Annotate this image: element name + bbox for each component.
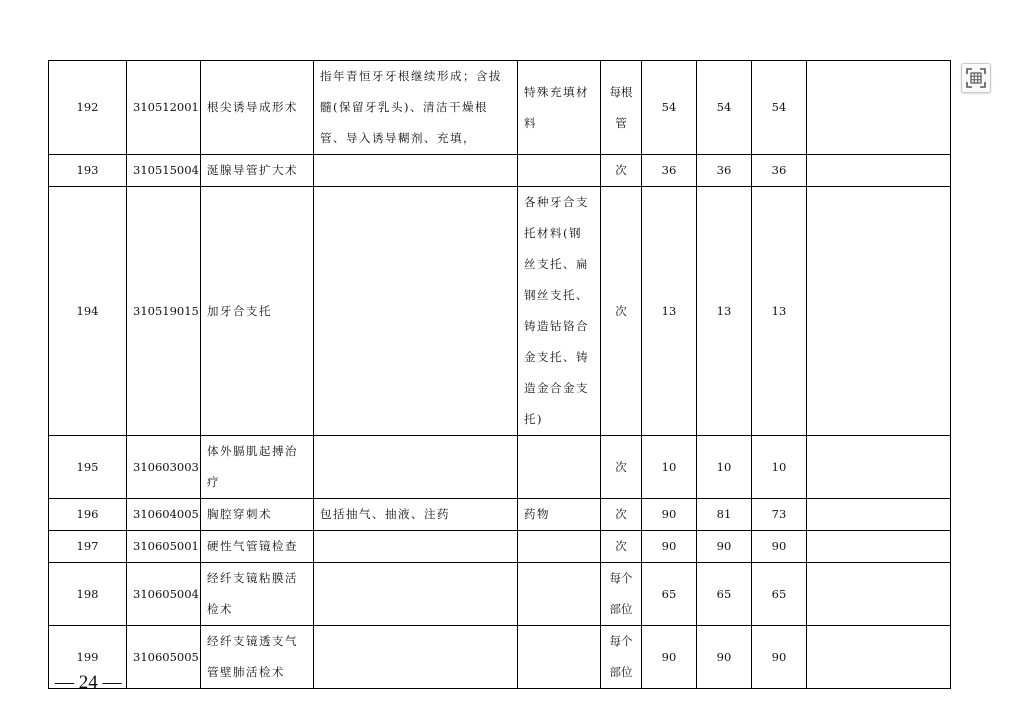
excluded-material (518, 436, 601, 499)
item-content (314, 563, 518, 626)
excluded-material (518, 531, 601, 563)
note (807, 531, 951, 563)
price-tier-3: 36 (752, 155, 807, 187)
note (807, 499, 951, 531)
price-tier-3: 10 (752, 436, 807, 499)
price-tier-3: 54 (752, 61, 807, 155)
pricing-unit: 次 (601, 436, 642, 499)
item-code: 310604005 (127, 499, 201, 531)
fee-table-body (49, 61, 951, 689)
table-row (49, 626, 951, 689)
item-code: 310515004 (127, 155, 201, 187)
table-row (49, 563, 951, 626)
price-tier-3: 65 (752, 563, 807, 626)
item-name: 经纤支镜透支气管壁肺活检术 (201, 626, 314, 689)
price-tier-3: 13 (752, 187, 807, 436)
pricing-unit: 每个部位 (601, 563, 642, 626)
price-tier-2: 54 (697, 61, 752, 155)
item-name: 胸腔穿刺术 (201, 499, 314, 531)
item-content (314, 626, 518, 689)
item-content (314, 155, 518, 187)
item-name: 加牙合支托 (201, 187, 314, 436)
note (807, 61, 951, 155)
table-row (49, 61, 951, 155)
item-code: 310603003 (127, 436, 201, 499)
price-tier-2: 10 (697, 436, 752, 499)
price-tier-1: 65 (642, 563, 697, 626)
price-tier-1: 54 (642, 61, 697, 155)
excluded-material (518, 155, 601, 187)
price-tier-2: 90 (697, 531, 752, 563)
note (807, 563, 951, 626)
pricing-unit: 次 (601, 155, 642, 187)
excluded-material (518, 626, 601, 689)
item-name: 经纤支镜粘膜活检术 (201, 563, 314, 626)
item-code: 310605004 (127, 563, 201, 626)
item-name: 体外膈肌起搏治疗 (201, 436, 314, 499)
note (807, 626, 951, 689)
row-number: 196 (49, 499, 127, 531)
price-tier-3: 73 (752, 499, 807, 531)
table-row (49, 155, 951, 187)
item-code: 310605001 (127, 531, 201, 563)
fee-table (48, 60, 951, 689)
pricing-unit: 次 (601, 499, 642, 531)
row-number: 195 (49, 436, 127, 499)
price-tier-2: 36 (697, 155, 752, 187)
scan-button[interactable] (961, 63, 991, 93)
item-code: 310512001 (127, 61, 201, 155)
pricing-unit: 每个部位 (601, 626, 642, 689)
table-row (49, 531, 951, 563)
row-number: 192 (49, 61, 127, 155)
price-tier-2: 81 (697, 499, 752, 531)
item-code: 310519015 (127, 187, 201, 436)
price-tier-2: 90 (697, 626, 752, 689)
pricing-unit: 次 (601, 187, 642, 436)
item-content (314, 436, 518, 499)
pricing-unit: 每根管 (601, 61, 642, 155)
item-name: 根尖诱导成形术 (201, 61, 314, 155)
price-tier-1: 90 (642, 626, 697, 689)
price-tier-1: 13 (642, 187, 697, 436)
price-tier-1: 36 (642, 155, 697, 187)
item-content (314, 531, 518, 563)
excluded-material: 特殊充填材料 (518, 61, 601, 155)
price-tier-1: 90 (642, 499, 697, 531)
row-number: 197 (49, 531, 127, 563)
price-tier-2: 13 (697, 187, 752, 436)
price-tier-1: 90 (642, 531, 697, 563)
excluded-material: 药物 (518, 499, 601, 531)
price-tier-1: 10 (642, 436, 697, 499)
excluded-material (518, 563, 601, 626)
item-code: 310605005 (127, 626, 201, 689)
table-row (49, 187, 951, 436)
excluded-material: 各种牙合支托材料(钢丝支托、扁钢丝支托、铸造钴铬合金支托、铸造金合金支托) (518, 187, 601, 436)
table-row (49, 436, 951, 499)
item-content: 指年青恒牙牙根继续形成；含拔髓(保留牙乳头)、清洁干燥根管、导入诱导糊剂、充填， (314, 61, 518, 155)
price-tier-3: 90 (752, 626, 807, 689)
row-number: 199 (49, 626, 127, 689)
note (807, 155, 951, 187)
price-tier-2: 65 (697, 563, 752, 626)
row-number: 194 (49, 187, 127, 436)
page-number: — 24 — (55, 672, 122, 693)
item-content (314, 187, 518, 436)
price-tier-3: 90 (752, 531, 807, 563)
item-name: 硬性气管镜检查 (201, 531, 314, 563)
table-row (49, 499, 951, 531)
scan-icon (966, 68, 986, 88)
row-number: 193 (49, 155, 127, 187)
note (807, 187, 951, 436)
pricing-unit: 次 (601, 531, 642, 563)
row-number: 198 (49, 563, 127, 626)
item-content: 包括抽气、抽液、注药 (314, 499, 518, 531)
item-name: 涎腺导管扩大术 (201, 155, 314, 187)
note (807, 436, 951, 499)
